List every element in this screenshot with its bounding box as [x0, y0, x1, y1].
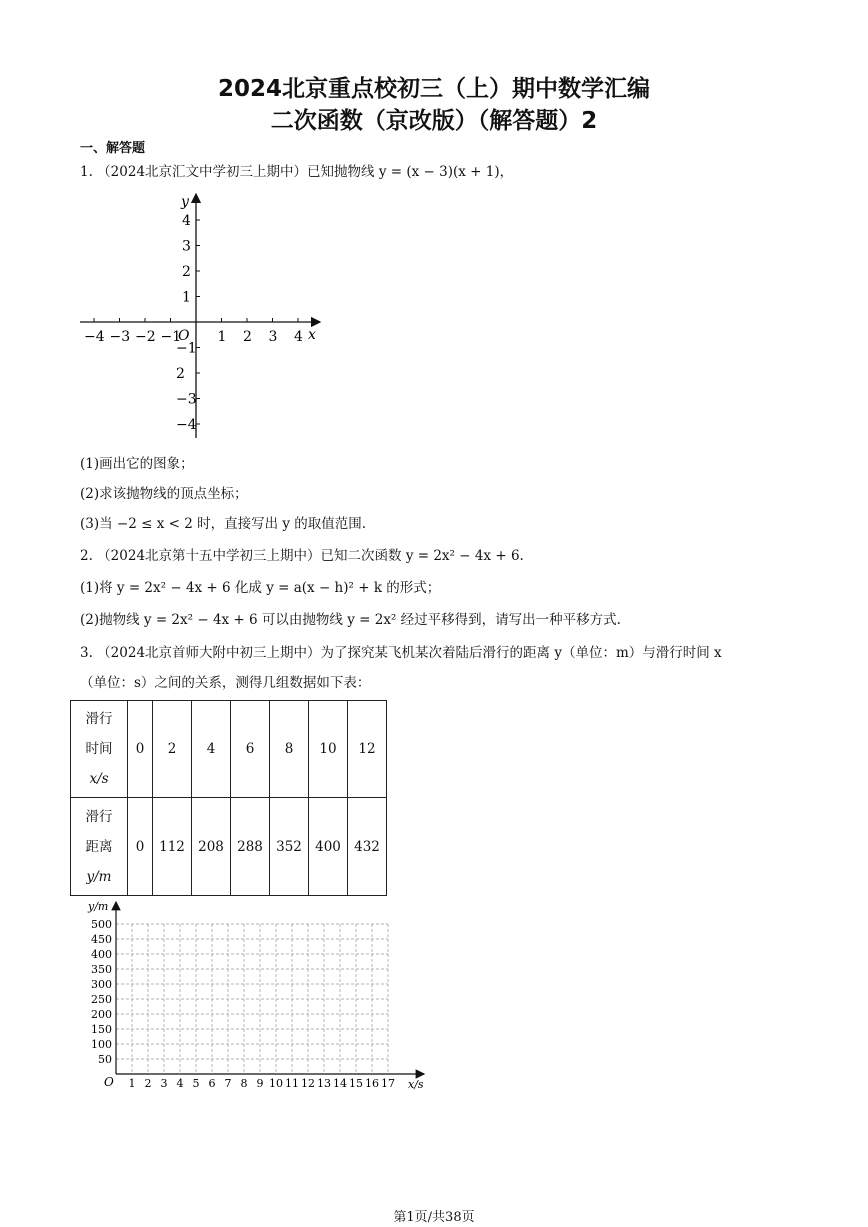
table-cell: 2: [153, 701, 192, 798]
x-tick-label: 3: [268, 329, 278, 345]
table-cell: 288: [231, 798, 270, 896]
table-cell: 352: [270, 798, 309, 896]
y-tick-label: −3: [176, 391, 197, 408]
y-tick-label: 450: [91, 933, 112, 946]
q1-part3: (3)当 −2 ≤ x < 2 时，直接写出 y 的取值范围.: [80, 516, 367, 532]
section-heading: 一、解答题: [80, 141, 146, 156]
y-tick-label: 2: [182, 264, 191, 280]
row-header-distance: 滑行 距离 y/m: [71, 798, 128, 896]
y-tick-label: −1: [176, 340, 197, 357]
x-axis-label: x/s: [408, 1078, 424, 1091]
y-axis-label: y/m: [88, 900, 109, 913]
q2-part2: (2)抛物线 y = 2x² − 4x + 6 可以由抛物线 y = 2x² 经过平移得到，请写出一种平移方式.: [80, 612, 621, 628]
table-cell: 8: [270, 701, 309, 798]
x-tick-label: 14: [333, 1077, 347, 1090]
y-tick-label: 300: [91, 978, 112, 991]
table-cell: 4: [192, 701, 231, 798]
x-tick-label: 10: [269, 1077, 283, 1090]
y-tick-label: −4: [176, 417, 197, 433]
x-tick-label: 9: [256, 1077, 264, 1090]
x-tick-label: 2: [243, 329, 252, 345]
q3-grid-axes: [70, 898, 440, 1098]
table-cell: 6: [231, 701, 270, 798]
x-tick-label: 15: [349, 1077, 363, 1090]
y-tick-label: 4: [182, 213, 191, 229]
x-tick-label: 12: [301, 1077, 315, 1090]
x-tick-label: 1: [128, 1077, 136, 1090]
x-tick-label: 17: [381, 1077, 395, 1090]
table-cell: 432: [348, 798, 387, 896]
x-tick-label: 11: [285, 1077, 299, 1090]
q3-stem: 3. （2024北京首师大附中初三上期中）为了探究某飞机某次着陆后滑行的距离 y（单位：m）与滑行时间 x: [80, 645, 722, 661]
y-axis-label: y: [181, 194, 189, 210]
x-tick-label: −1: [160, 329, 182, 345]
x-tick-label: 4: [176, 1077, 184, 1090]
y-tick-label: 2: [176, 366, 185, 382]
row-header-time: 滑行 时间 x/s: [71, 701, 128, 798]
x-tick-label: −4: [84, 329, 105, 345]
x-tick-label: −3: [109, 329, 131, 345]
y-tick-label: 500: [91, 918, 112, 931]
y-tick-label: 400: [91, 948, 112, 961]
x-tick-label: 6: [208, 1077, 216, 1090]
x-tick-label: 5: [192, 1077, 200, 1090]
y-tick-label: 50: [98, 1053, 112, 1066]
q1-stem: 1. （2024北京汇文中学初三上期中）已知抛物线 y = (x − 3)(x + 1)，: [80, 164, 514, 180]
data-table: [70, 700, 387, 896]
page-title: 2024北京重点校初三（上）期中数学汇编: [217, 76, 650, 102]
y-tick-label: 250: [91, 993, 112, 1006]
x-tick-label: 7: [224, 1077, 232, 1090]
x-tick-label: −2: [135, 329, 156, 345]
q1-coordinate-axes: [70, 188, 330, 443]
y-tick-label: 3: [182, 238, 191, 255]
x-tick-label: 16: [365, 1077, 379, 1090]
origin-label: O: [178, 328, 190, 344]
q2-stem: 2. （2024北京第十五中学初三上期中）已知二次函数 y = 2x² − 4x + 6.: [80, 548, 524, 564]
y-tick-label: 200: [91, 1008, 112, 1021]
y-tick-label: 100: [91, 1038, 112, 1051]
table-row: [71, 701, 387, 798]
x-tick-label: 1: [217, 329, 227, 345]
table-row: [71, 798, 387, 896]
table-cell: 400: [309, 798, 348, 896]
q2-part1: (1)将 y = 2x² − 4x + 6 化成 y = a(x − h)² + k 的形式；: [80, 580, 441, 596]
q1-part2: (2)求该抛物线的顶点坐标；: [80, 486, 248, 502]
x-tick-label: 4: [294, 329, 303, 345]
x-axis-label: x: [308, 327, 316, 343]
table-cell: 0: [128, 798, 153, 896]
table-cell: 112: [153, 798, 192, 896]
table-cell: 0: [128, 701, 153, 798]
q3-stem-cont: （单位：s）之间的关系，测得几组数据如下表：: [80, 675, 371, 691]
page-subtitle: 二次函数（京改版）（解答题）2: [270, 108, 598, 134]
x-tick-label: 2: [144, 1077, 152, 1090]
x-tick-label: 3: [160, 1077, 168, 1090]
table-cell: 12: [348, 701, 387, 798]
q1-part1: (1)画出它的图象；: [80, 456, 194, 472]
y-tick-label: 350: [91, 963, 112, 976]
x-tick-label: 13: [317, 1077, 331, 1090]
x-tick-label: 8: [240, 1077, 248, 1090]
y-tick-label: 150: [91, 1023, 112, 1036]
table-cell: 208: [192, 798, 231, 896]
origin-label: O: [104, 1075, 114, 1089]
y-tick-label: 1: [182, 289, 191, 306]
page-footer: 第1页/共38页: [393, 1210, 475, 1225]
table-cell: 10: [309, 701, 348, 798]
